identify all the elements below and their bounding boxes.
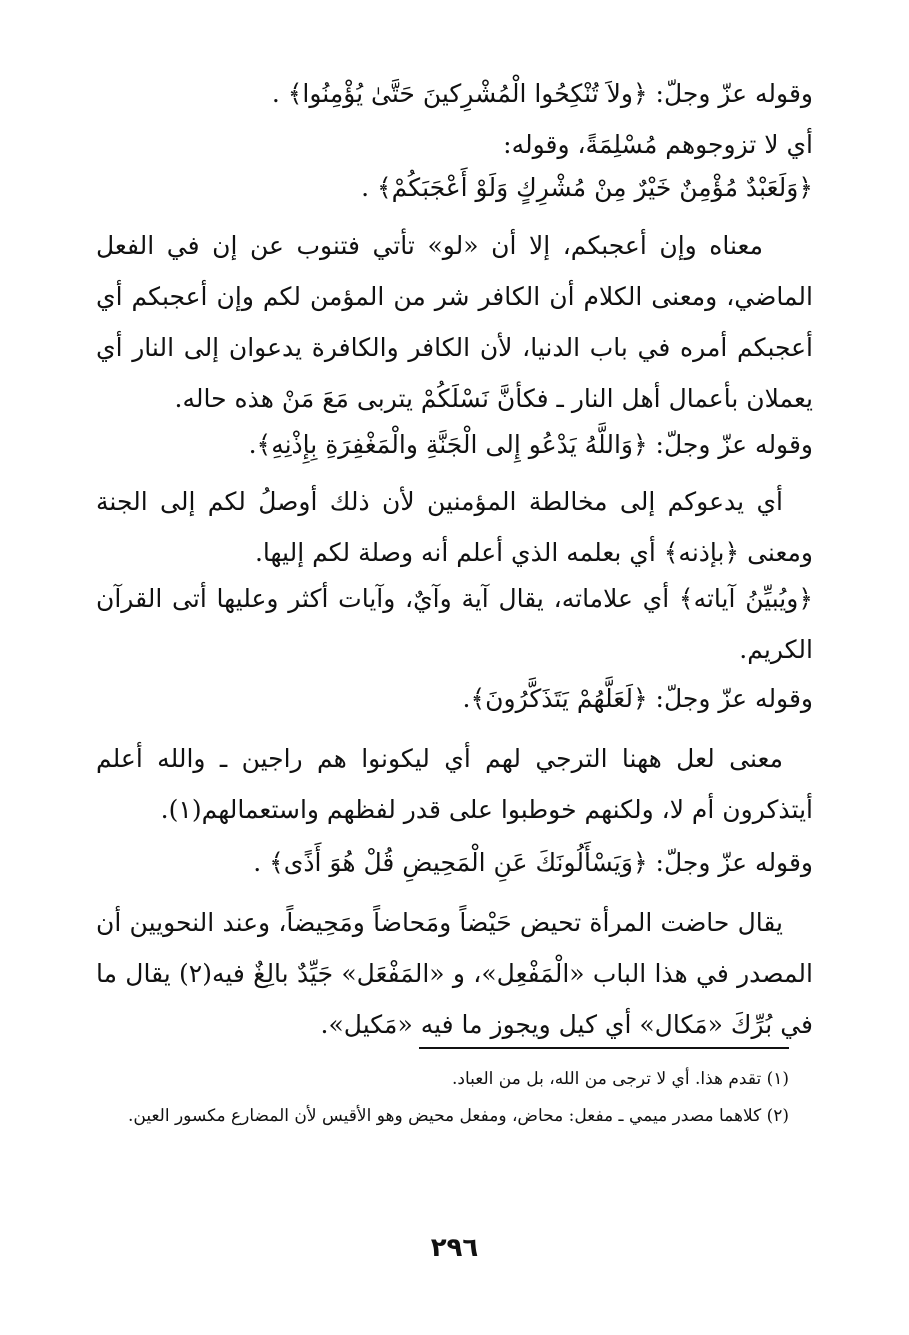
- footnote-divider: [419, 1047, 789, 1049]
- verse-line-allah-calls: وقوله عزّ وجلّ: ﴿وَاللَّهُ يَدْعُو إِلى الْجَنَّةِ والْمَغْفِرَةِ بِإِذْنِهِ﴾.: [248, 430, 813, 459]
- footnote-2: (٢) كلاهما مصدر ميمي ـ مفعل: محاض، ومفعل محيض وهو الأقيس لأن المضارع مكسور العين.: [127, 1106, 789, 1126]
- paragraph-calls-meaning: أي يدعوكم إلى مخالطة المؤمنين لأن ذلك أوصلُ لكم إلى الجنة ومعنى ﴿بإذنه﴾ أي بعلمه الذي أعلم أنه وصلة لكم إليها.: [96, 487, 813, 567]
- verse-line-3: ﴿وَلَعَبْدٌ مُؤْمِنٌ خَيْرٌ مِنْ مُشْرِكٍ وَلَوْ أَعْجَبَكُمْ﴾ .: [361, 173, 813, 202]
- verse-line-remember: وقوله عزّ وجلّ: ﴿لَعَلَّهُمْ يَتَذَكَّرُونَ﴾.: [462, 684, 813, 713]
- paragraph-laal-meaning: معنى لعل ههنا الترجي لهم أي ليكونوا هم راجين ـ والله أعلم أيتذكرون أم لا، ولكنهم خوطبوا على قدر لفظهم واستعمالهم(١).: [96, 744, 813, 824]
- paragraph-ayat: ﴿ويُبيِّنُ آياته﴾ أي علاماته، يقال آية وآيٌ، وآيات أكثر وعليها أتى القرآن الكريم.: [96, 584, 813, 664]
- paragraph-mahid-meaning: يقال حاضت المرأة تحيض حَيْضاً ومَحاضاً ومَحِيضاً، وعند النحويين أن المصدر في هذا الباب «الْمَفْعِل»، و «المَفْعَل» جَيِّدٌ بالِغٌ فيه(٢) يقال ما في بُرِّكَ «مَكال» أي كيل ويجوز ما فيه «مَكيل».: [96, 908, 813, 1039]
- verse-line-1: وقوله عزّ وجلّ: ﴿ولاَ تُنْكِحُوا الْمُشْرِكينَ حَتَّىٰ يُؤْمِنُوا﴾ .: [271, 79, 813, 108]
- paragraph-lo-meaning: معناه وإن أعجبكم، إلا أن «لو» تأتي فتنوب عن إن في الفعل الماضي، ومعنى الكلام أن الكافر شر من المؤمن لكم وإن أعجبكم أي أعجبكم أمره في باب الدنيا، لأن الكافر والكافرة يدعوان إلى النار أي يعملان بأعمال أهل النار ـ فكأنَّ نَسْلَكُمْ يتربى مَعَ مَنْ هذه حاله.: [96, 231, 813, 413]
- footnote-1: (١) تقدم هذا. أي لا ترجى من الله، بل من العباد.: [452, 1069, 789, 1089]
- body-line-2: أي لا تزوجوهم مُسْلِمَةً، وقوله:: [503, 130, 813, 159]
- page-number: ٢٩٦: [430, 1233, 479, 1263]
- verse-line-menstruation: وقوله عزّ وجلّ: ﴿وَيَسْأَلُونَكَ عَنِ الْمَحِيضِ قُلْ هُوَ أَذًى﴾ .: [253, 848, 813, 877]
